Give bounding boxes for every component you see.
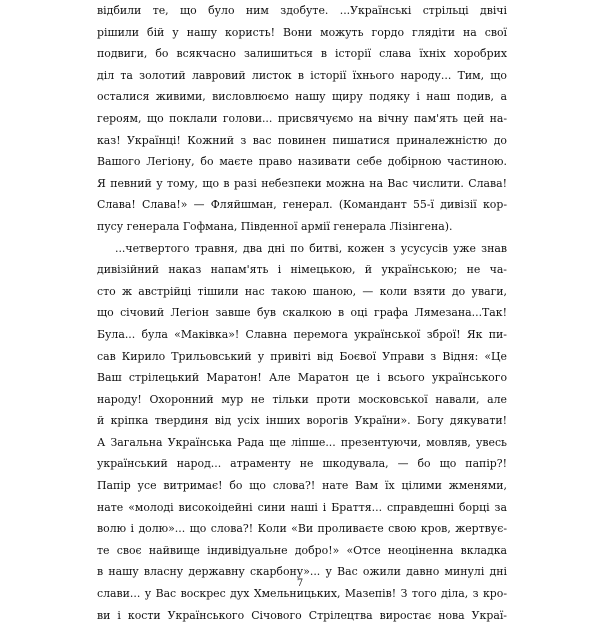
text-line: слави... у Вас воскрес дух Хмельницьких, Мазепів! З того діла, з кро- bbox=[97, 587, 507, 601]
body-text bbox=[97, 0, 507, 626]
page-number: 7 bbox=[296, 578, 304, 589]
text-line: й кріпка твердиня від усіх інших ворогів України». Богу дякувати! bbox=[97, 414, 507, 428]
text-line: Була... була «Маківка»! Славна перемога української зброї! Як пи- bbox=[97, 327, 507, 341]
text-line: героям, що поклали голови... присвячуємо на вічну пам'ять цей на- bbox=[97, 111, 507, 125]
text-line: Я певний у тому, що в разі небезпеки можна на Вас числити. Слава! bbox=[97, 176, 507, 190]
text-line: те своє найвище індивідуальне добро!» «Отсе неоціненна вкладка bbox=[97, 543, 507, 557]
text-line: Вашого Легіону, бо маєте право називати себе добірною частиною. bbox=[97, 155, 507, 169]
text-line: український народ... атраменту не шкодувала, — бо що папір?! bbox=[97, 457, 507, 471]
text-line: нате «молоді високоідейні сини наші і Браття... справдешні борці за bbox=[97, 500, 507, 514]
text-line: дивізійний наказ напам'ять і німецькою, й українською; не ча- bbox=[97, 263, 507, 277]
text-line: в нашу власну державну скарбону»... у Вас ожили давно минулі дні bbox=[97, 565, 507, 579]
text-line: ...четвертого травня, два дні по битві, кожен з усусусів уже знав bbox=[115, 241, 507, 255]
text-line: рішили бій у нашу користь! Вони можуть гордо глядіти на свої bbox=[97, 25, 507, 39]
text-line: Ваш стрілецький Маратон! Але Маратон це і всього українського bbox=[97, 371, 507, 385]
text-line: волю і долю»... що слова?! Коли «Ви проливаєте свою кров, жертвує- bbox=[97, 522, 507, 536]
text-line: подвиги, бо всякчасно залишиться в історії слава їхніх хоробрих bbox=[97, 47, 507, 61]
text-line: відбили те, що було ним здобуте. ...Українські стрільці двічі bbox=[97, 4, 507, 17]
text-line: що січовий Легіон завше був скалкою в оці графа Лямезана...Так! bbox=[97, 306, 507, 320]
text-line: сав Кирило Трильовський у привіті від Боєвої Управи з Відня: «Це bbox=[97, 349, 507, 363]
text-line: народу! Охоронний мур не тільки проти московської навали, але bbox=[97, 392, 507, 406]
text-line: пусу генерала Гофмана, Південної армії генерала Лізінгена). bbox=[97, 219, 453, 233]
text-line: каз! Українці! Кожний з вас повинен пишатися приналежністю до bbox=[97, 133, 507, 147]
text-line: ви і кости Українського Січового Стрілецтва виростає нова Украї- bbox=[97, 608, 507, 622]
text-line: діл та золотий лавровий листок в історії їхнього народу... Тим, що bbox=[97, 68, 507, 82]
text-line: сто ж австрійці тішили нас такою шаною, — коли взяти до уваги, bbox=[97, 284, 507, 298]
text-line: А Загальна Українська Рада ще ліпше... презентуючи, мовляв, увесь bbox=[97, 435, 507, 449]
text-line: осталися живими, висловлюємо нашу щиру подяку і наш подив, а bbox=[97, 90, 507, 104]
text-line: Слава! Слава!» — Фляйшман, генерал. (Командант 55-ї дивізії кор- bbox=[97, 198, 507, 212]
text-line: Папір усе витримає! бо що слова?! нате Вам їх цілими жменями, bbox=[97, 479, 507, 493]
